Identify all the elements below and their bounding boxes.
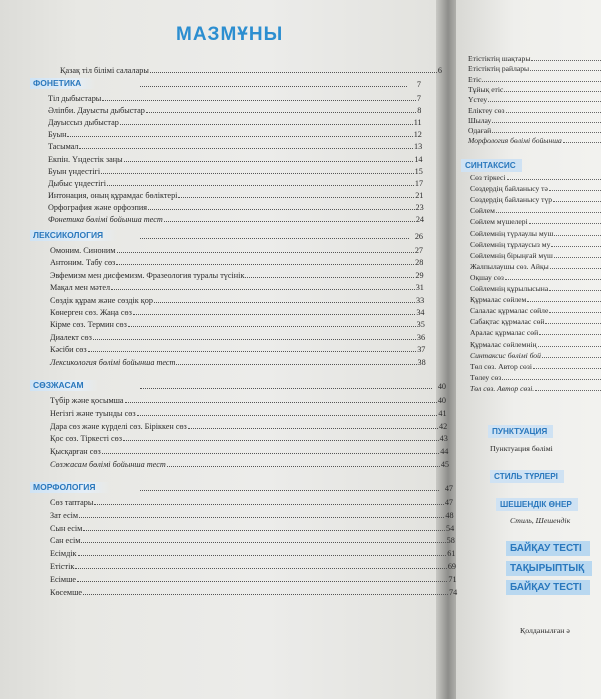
- toc-entry: [470, 328, 601, 337]
- dot-leader: [107, 185, 414, 186]
- toc-entry-page: 8: [417, 106, 422, 116]
- toc-entry: [470, 306, 601, 315]
- toc-entry-page: 69: [447, 562, 456, 571]
- toc-entry: [470, 217, 601, 226]
- toc-entry-title: Сөйлем мүшелері: [470, 217, 528, 227]
- toc-entry-title: Омоним. Синоним: [50, 246, 116, 255]
- toc-entry-title: Кірме сөз. Термин сөз: [50, 320, 127, 330]
- dot-leader: [245, 277, 414, 278]
- toc-entry-title: Тұйық етіс: [468, 84, 504, 94]
- toc-entry: [470, 229, 601, 238]
- toc-entry-page: 40: [437, 396, 446, 405]
- toc-entry-title: Төл сөз. Автор сөзі.: [470, 383, 535, 393]
- section-heading-row: [30, 482, 453, 493]
- toc-entry: [468, 116, 601, 125]
- dot-leader: [154, 302, 415, 303]
- toc-entry-title: Есімше: [50, 574, 77, 584]
- toc-entry: [470, 195, 601, 204]
- dot-leader: [492, 132, 601, 133]
- toc-entry-title: Дауыссыз дыбыстар: [48, 118, 119, 128]
- toc-entry: [50, 331, 425, 342]
- toc-entry: [50, 318, 425, 329]
- toc-entry-title: Құрмалас сөйлем: [470, 295, 527, 305]
- toc-entry-page: 45: [440, 460, 449, 469]
- section-heading: СӨЗЖАСАМ: [30, 380, 98, 391]
- toc-entry-title: Сөйлемнің құрылысына: [470, 284, 549, 293]
- toc-entry-page: 29: [415, 270, 424, 280]
- toc-entry-title: Қысқарған сөз: [50, 447, 101, 457]
- toc-entry-title: Еліктеу сөз: [468, 105, 505, 115]
- dot-leader: [496, 212, 601, 213]
- toc-entry-title: Синтаксис бөлімі бой: [470, 350, 541, 360]
- dot-leader: [545, 323, 601, 324]
- toc-entry-title: Мақал мен мәтел: [50, 283, 111, 293]
- section-heading: ПУНКТУАЦИЯ: [488, 425, 553, 438]
- toc-entry: [50, 509, 454, 520]
- dot-leader: [178, 197, 414, 198]
- section-page: 40: [437, 382, 446, 391]
- toc-entry-title: Сөйлемнің бірыңғай мүш: [470, 250, 553, 260]
- toc-entry: [50, 534, 455, 545]
- toc-entry-title: Пунктуация бөлімі: [490, 444, 553, 453]
- toc-entry: [50, 356, 426, 367]
- toc-entry-title: Сөздердің байланысу тә: [470, 184, 548, 194]
- toc-entry: [470, 173, 601, 182]
- dot-leader: [549, 190, 601, 191]
- toc-entry-title: Сөйлемнің түрлаулы муш: [470, 228, 554, 238]
- section-heading-row: [30, 230, 423, 241]
- toc-entry: [50, 244, 423, 255]
- toc-entry: [50, 458, 449, 469]
- dot-leader: [123, 440, 439, 441]
- dot-leader: [535, 390, 601, 391]
- dot-leader: [550, 268, 601, 269]
- dot-leader: [102, 100, 416, 101]
- toc-entry: [50, 496, 453, 507]
- section-heading: ФОНЕТИКА: [30, 78, 95, 89]
- dot-leader: [506, 112, 601, 113]
- dot-leader: [150, 72, 437, 73]
- dot-leader: [531, 60, 601, 61]
- toc-entry-page: 23: [415, 202, 424, 212]
- toc-entry-title: Сөйлем: [470, 206, 495, 216]
- toc-entry: [50, 407, 447, 418]
- section-heading: БАЙҚАУ ТЕСТІ: [506, 541, 590, 556]
- toc-entry: [50, 256, 423, 267]
- dot-leader: [188, 428, 438, 429]
- toc-entry-title: Аралас құрмалас сөй: [470, 328, 539, 338]
- toc-entry-title: Төл сөз. Автор сөзі: [470, 361, 532, 371]
- dot-leader: [79, 148, 413, 149]
- dot-leader: [539, 334, 601, 335]
- toc-entry-title: Буын: [48, 130, 67, 140]
- dot-leader: [81, 542, 445, 543]
- toc-entry: [468, 85, 601, 94]
- toc-entry-page: 43: [439, 434, 448, 444]
- toc-entry: [50, 445, 448, 456]
- toc-entry-title: Көсемше: [50, 587, 83, 597]
- toc-entry-page: 54: [446, 523, 455, 533]
- dot-leader: [505, 279, 601, 280]
- section-heading: ТАҚЫРЫПТЫҚ: [506, 561, 592, 576]
- toc-entry-title: Лексикология бөлімі бойынша тест: [50, 357, 176, 367]
- dot-leader: [529, 223, 601, 224]
- toc-entry-page: 34: [416, 308, 425, 317]
- toc-entry: [60, 64, 442, 75]
- toc-entry-page: 36: [416, 332, 426, 342]
- toc-entry: [468, 106, 601, 115]
- toc-entry-title: Үстеу: [468, 95, 488, 105]
- page-title: МАЗМҰНЫ: [176, 24, 284, 45]
- dot-leader: [125, 402, 437, 403]
- toc-entry-title: Одағай: [468, 126, 492, 136]
- dot-leader: [492, 122, 601, 123]
- toc-entry: [50, 394, 446, 405]
- toc-entry-page: 11: [413, 118, 422, 128]
- section-page: 7: [416, 80, 421, 89]
- dot-leader: [137, 415, 438, 416]
- toc-entry: [48, 116, 422, 127]
- section-heading: СИНТАКСИС: [461, 159, 522, 172]
- toc-entry: [48, 165, 423, 176]
- dot-leader: [133, 314, 415, 315]
- toc-entry-title: Кәсіби сөз: [50, 345, 87, 355]
- toc-entry-title: Тасымал: [48, 142, 79, 152]
- toc-entry-page: 71: [448, 574, 457, 584]
- toc-entry-title: Стиль, Шешендік: [510, 516, 571, 525]
- dot-leader: [120, 124, 413, 125]
- toc-entry-title: Әліпби. Дауысты дыбыстар: [48, 106, 145, 116]
- toc-entry-page: 6: [437, 66, 442, 75]
- dot-leader: [538, 346, 601, 347]
- toc-entry: [48, 104, 421, 115]
- toc-entry-title: Антоним. Табу сөз: [50, 258, 116, 268]
- toc-entry-title: Етістік: [50, 562, 75, 571]
- toc-entry-page: 12: [413, 130, 422, 140]
- toc-entry: [470, 273, 601, 282]
- toc-entry-title: Шылау: [468, 115, 492, 125]
- toc-entry-title: Қазақ тіл білімі салалары: [60, 66, 149, 75]
- dot-leader: [140, 238, 409, 239]
- section-heading: МОРФОЛОГИЯ: [30, 482, 110, 493]
- toc-entry: [50, 269, 424, 280]
- dot-leader: [75, 568, 446, 569]
- toc-entry-page: 33: [416, 295, 425, 305]
- toc-entry-title: Дыбыс үндестігі: [48, 178, 107, 188]
- dot-leader: [176, 364, 416, 365]
- dot-leader: [88, 351, 417, 352]
- dot-leader: [549, 312, 601, 313]
- toc-entry: [48, 177, 423, 188]
- toc-entry: [470, 362, 601, 371]
- toc-entry-page: 21: [415, 190, 424, 200]
- toc-entry: [470, 251, 601, 260]
- dot-leader: [542, 357, 601, 358]
- toc-entry-title: Сөздік құрам және сөздік қор: [50, 295, 153, 305]
- section-page: 47: [444, 484, 453, 493]
- dot-leader: [504, 91, 601, 92]
- toc-entry-page: 47: [444, 498, 453, 507]
- toc-entry-page: 74: [449, 587, 458, 597]
- dot-leader: [93, 339, 416, 340]
- toc-entry-title: Зат есім: [50, 510, 79, 520]
- toc-entry: [470, 317, 601, 326]
- dot-leader: [563, 142, 601, 143]
- toc-entry: [48, 213, 424, 224]
- toc-entry-title: Сөз таптары: [50, 498, 94, 507]
- toc-entry-title: Дара сөз және күрделі сөз. Біріккен сөз: [50, 421, 187, 431]
- toc-entry-title: Етіс: [468, 74, 482, 84]
- toc-entry: [50, 432, 448, 443]
- section-heading: ШЕШЕНДІК ӨНЕР: [496, 498, 578, 511]
- toc-entry-title: Орфография және орфоэпия: [48, 202, 148, 212]
- toc-entry: [50, 586, 457, 597]
- dot-leader: [164, 221, 415, 222]
- toc-entry: [48, 128, 422, 139]
- toc-entry: [470, 340, 601, 349]
- toc-entry: [470, 184, 601, 193]
- toc-entry-title: Жалпылаушы сөз. Айқы: [470, 261, 549, 271]
- toc-entry-page: 7: [416, 94, 421, 103]
- dot-leader: [79, 517, 444, 518]
- toc-entry-page: 27: [414, 246, 423, 255]
- dot-leader: [111, 289, 415, 290]
- toc-entry-title: Сөздердің байланысу түр: [470, 195, 553, 205]
- dot-leader: [551, 246, 601, 247]
- toc-entry: [470, 284, 601, 293]
- toc-entry: [48, 140, 422, 151]
- toc-entry: [470, 206, 601, 215]
- toc-entry-title: Етістіктің шақтары: [468, 54, 531, 63]
- dot-leader: [83, 530, 445, 531]
- toc-entry-title: Қос сөз. Тіркесті сөз: [50, 434, 122, 444]
- toc-entry: [468, 95, 601, 104]
- dot-leader: [507, 179, 601, 180]
- toc-entry-page: 44: [440, 447, 449, 457]
- toc-entry-page: 38: [417, 357, 426, 367]
- section-page: 26: [414, 232, 423, 241]
- toc-entry: [468, 136, 601, 145]
- toc-entry: [468, 126, 601, 135]
- toc-entry-title: Тіл дыбыстары: [48, 94, 102, 103]
- dot-leader: [94, 504, 443, 505]
- toc-entry: [48, 153, 423, 164]
- toc-entry: [48, 189, 423, 200]
- toc-entry-title: Морфология бөлімі бойынша: [468, 136, 562, 146]
- toc-entry-page: 17: [414, 178, 424, 188]
- toc-entry: [48, 92, 421, 103]
- toc-entry-title: Сөзжасам бөлімі бойынша тест: [50, 460, 166, 469]
- toc-entry-title: Интонация, оның құрамдас бөліктері: [48, 190, 178, 200]
- toc-entry: [50, 343, 425, 354]
- toc-entry: [468, 75, 601, 84]
- dot-leader: [502, 379, 601, 380]
- dot-leader: [140, 490, 439, 491]
- toc-entry-page: 15: [414, 166, 423, 176]
- toc-entry-title: Буын үндестігі: [48, 166, 101, 176]
- toc-entry-title: Эвфемизм мен дисфемизм. Фразеология туралы түсінік: [50, 270, 245, 280]
- dot-leader: [549, 290, 601, 291]
- dot-leader: [527, 301, 601, 302]
- toc-entry-page: 14: [414, 154, 423, 164]
- toc-entry-page: 24: [415, 215, 424, 224]
- toc-entry-page: 13: [414, 142, 423, 152]
- toc-entry: [50, 547, 455, 558]
- dot-leader: [530, 70, 601, 71]
- toc-entry: [50, 573, 457, 584]
- toc-entry-title: Көнерген сөз. Жаңа сөз: [50, 308, 132, 317]
- dot-leader: [488, 101, 601, 102]
- dot-leader: [128, 326, 416, 327]
- toc-entry-title: Сөйлемнің тұрлаусыз му: [470, 239, 551, 249]
- toc-entry-title: Сөз тіркесі: [470, 173, 506, 182]
- toc-entry-title: Сабақтас құрмалас сөй: [470, 317, 545, 327]
- toc-entry-title: Төлеу сөз: [470, 372, 502, 382]
- toc-entry: [470, 384, 601, 393]
- toc-entry-title: Есімдік: [50, 549, 77, 559]
- toc-entry-title: Оқшау сөз: [470, 272, 504, 282]
- dot-leader: [554, 235, 601, 236]
- toc-entry-title: Етістіктің райлары: [468, 64, 530, 74]
- toc-entry: [470, 295, 601, 304]
- dot-leader: [553, 201, 601, 202]
- toc-entry-title: Сан есім: [50, 536, 81, 546]
- toc-entry: [50, 294, 424, 305]
- toc-entry-title: Фонетика бөлімі бойынша тест: [48, 215, 163, 224]
- dot-leader: [140, 86, 407, 87]
- toc-entry-page: 35: [416, 320, 425, 330]
- dot-leader: [67, 136, 412, 137]
- toc-entry-title: Сын есім: [50, 523, 83, 533]
- dot-leader: [116, 264, 414, 265]
- toc-entry: [50, 420, 447, 431]
- toc-entry: [48, 201, 424, 212]
- toc-entry: [50, 306, 425, 317]
- dot-leader: [124, 161, 414, 162]
- dot-leader: [83, 594, 448, 595]
- dot-leader: [140, 388, 432, 389]
- toc-entry: [470, 240, 601, 249]
- toc-entry-page: 42: [439, 421, 448, 431]
- dot-leader: [101, 173, 413, 174]
- dot-leader: [146, 112, 416, 113]
- toc-entry: [468, 54, 601, 63]
- dot-leader: [148, 209, 414, 210]
- toc-entry: [470, 373, 601, 382]
- dot-leader: [78, 555, 447, 556]
- dot-leader: [102, 453, 440, 454]
- dot-leader: [482, 81, 601, 82]
- section-heading: ЛЕКСИКОЛОГИЯ: [30, 230, 117, 241]
- dot-leader: [533, 368, 601, 369]
- section-heading: СТИЛЬ ТҮРЛЕРІ: [490, 470, 564, 483]
- toc-entry-title: Диалект сөз: [50, 332, 92, 342]
- toc-entry-title: Қолданылған ә: [520, 626, 570, 635]
- toc-entry-page: 28: [415, 258, 424, 268]
- toc-entry-title: Екпін. Үндестік заңы: [48, 154, 123, 164]
- toc-entry-title: Салалас құрмалас сөйле: [470, 306, 549, 316]
- toc-entry: [50, 560, 456, 571]
- toc-entry-page: 61: [447, 549, 456, 559]
- dot-leader: [554, 257, 601, 258]
- toc-entry-title: Негізгі және туынды сөз: [50, 408, 136, 418]
- toc-entry: [470, 262, 601, 271]
- toc-entry: [470, 351, 601, 360]
- toc-entry-page: 41: [438, 408, 447, 418]
- toc-entry-title: Түбір және қосымша: [50, 396, 124, 405]
- dot-leader: [117, 252, 414, 253]
- toc-entry: [468, 64, 601, 73]
- toc-entry-title: Құрмалас сөйлемнің: [470, 339, 537, 349]
- section-heading: БАЙҚАУ ТЕСТІ: [506, 580, 590, 595]
- toc-entry: [50, 281, 424, 292]
- toc-entry-page: 58: [446, 536, 455, 546]
- toc-entry-page: 37: [417, 345, 426, 355]
- toc-entry-page: 31: [415, 283, 424, 293]
- toc-entry: [50, 522, 454, 533]
- section-heading-row: [30, 78, 421, 89]
- dot-leader: [167, 466, 440, 467]
- section-heading-row: [30, 380, 446, 391]
- dot-leader: [77, 581, 447, 582]
- toc-entry-page: 48: [445, 510, 454, 520]
